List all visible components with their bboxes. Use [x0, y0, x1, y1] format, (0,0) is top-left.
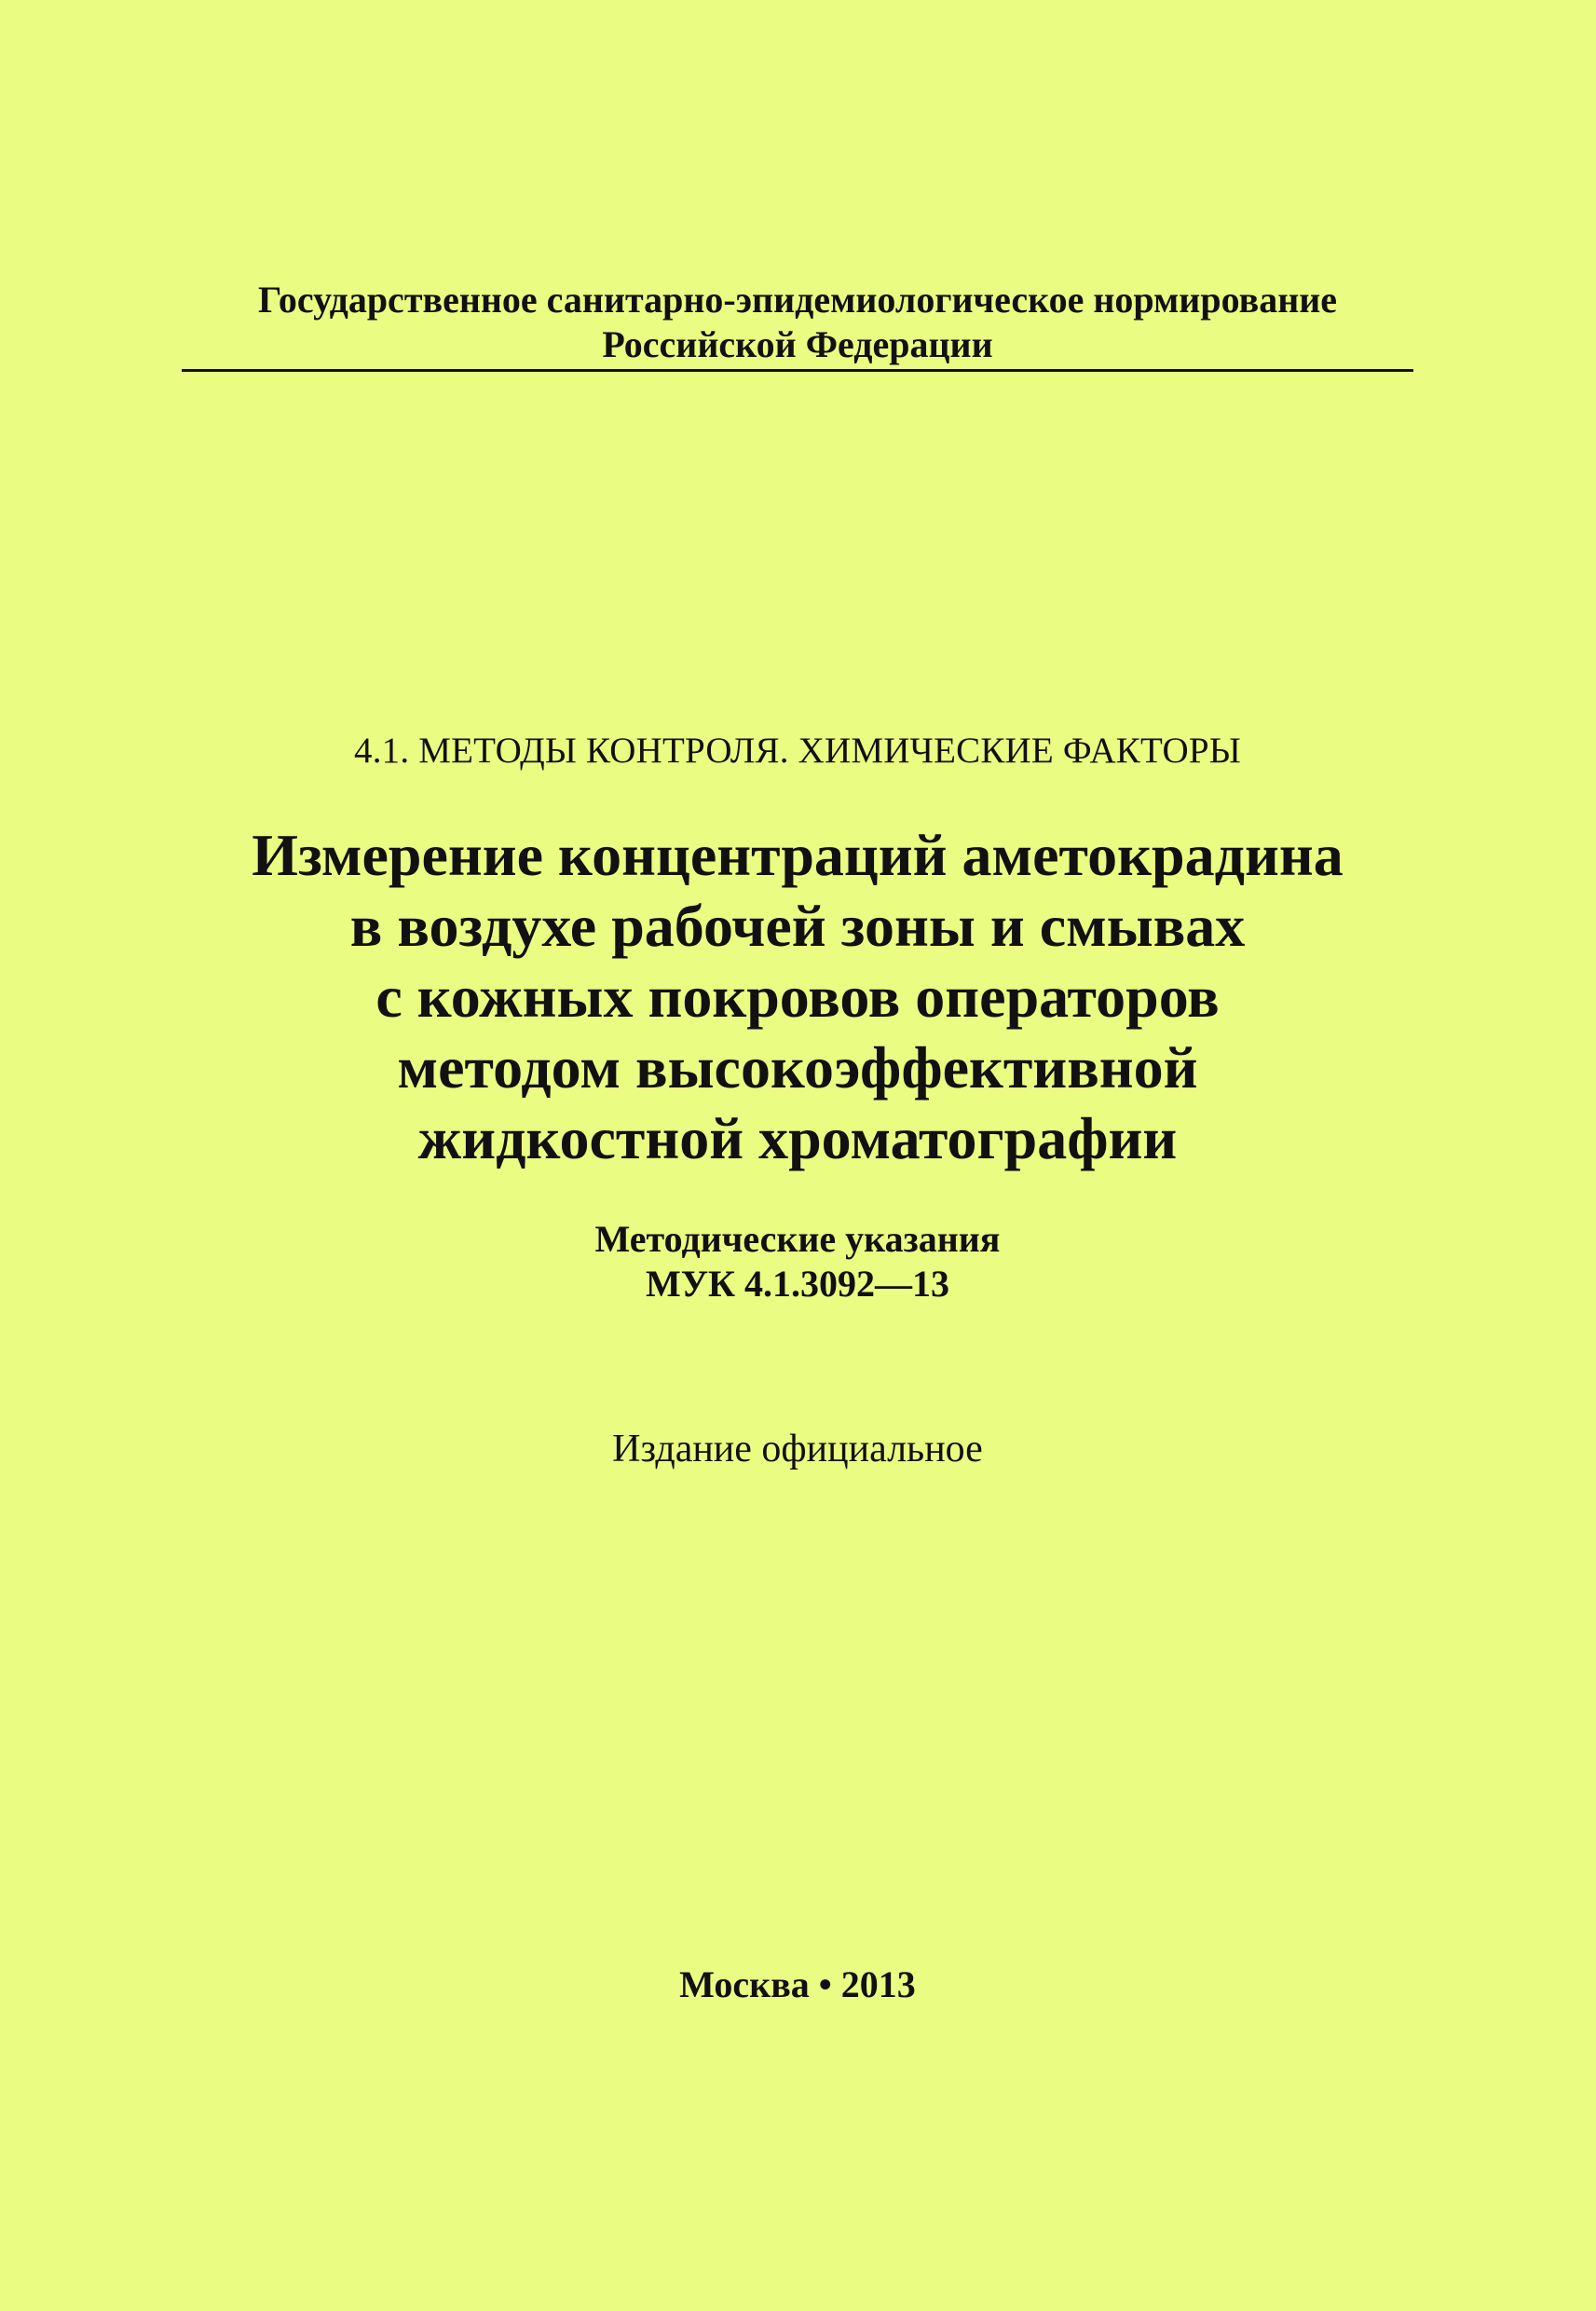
- authority-line: Российской Федерации: [602, 323, 993, 365]
- title-line: с кожных покровов операторов: [375, 964, 1220, 1030]
- imprint-city-year: Москва • 2013: [679, 1963, 916, 2005]
- document-type: [182, 1217, 1413, 1306]
- document-title: [149, 820, 1446, 1174]
- title-line: методом высокоэффективной: [397, 1034, 1198, 1101]
- title-line: жидкостной хроматографии: [417, 1105, 1178, 1171]
- document-type-label: Методические указания: [594, 1218, 1001, 1260]
- authority-line: Государственное санитарно-эпидемиологическое нормирование: [257, 279, 1338, 321]
- title-line: в воздухе рабочей зоны и смывах: [349, 893, 1246, 959]
- series-heading: 4.1. МЕТОДЫ КОНТРОЛЯ. ХИМИЧЕСКИЕ ФАКТОРЫ: [354, 731, 1241, 771]
- document-code: МУК 4.1.3092—13: [645, 1263, 950, 1305]
- header-divider: [182, 369, 1413, 372]
- edition-note: Издание официальное: [612, 1428, 983, 1470]
- title-line: Измерение концентраций аметокрадина: [252, 822, 1344, 888]
- issuing-authority: [182, 278, 1413, 367]
